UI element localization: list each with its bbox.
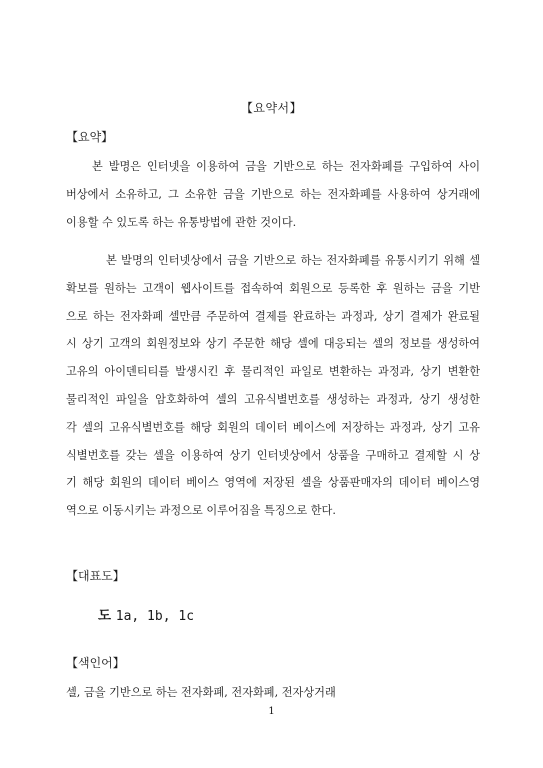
paragraph-line: 각 셀의 고유식별번호를 해당 회원의 데이터 베이스에 저장하는 과정과, 상기 고유 bbox=[66, 420, 480, 434]
paragraph-line: 기 해당 회원의 데이터 베이스 영역에 저장된 셀을 상품판매자의 데이터 베이스영 bbox=[66, 476, 480, 490]
paragraph-line: 역으로 이동시키는 과정으로 이루어짐을 특징으로 한다. bbox=[66, 504, 336, 518]
paragraph-line: 본 발명의 인터넷상에서 금을 기반으로 하는 전자화폐를 유통시키기 위해 셀 bbox=[106, 254, 480, 267]
paragraph-line: 본 발명은 인터넷을 이용하여 금을 기반으로 하는 전자화폐를 구입하여 사이 bbox=[92, 160, 480, 173]
index-terms-heading: 【색인어】 bbox=[66, 656, 125, 670]
paragraph-line: 물리적인 파일을 암호화하여 셀의 고유식별번호를 생성하는 과정과, 상기 생성한 bbox=[66, 392, 480, 406]
summary-heading: 【요약】 bbox=[66, 130, 114, 144]
summary-paragraph-1 bbox=[66, 153, 480, 236]
figure-numbers: 1a, 1b, 1c bbox=[115, 609, 195, 624]
paragraph-line: 식별번호를 갖는 셀을 이용하여 상기 인터넷상에서 상품을 구매하고 결제할 시 상 bbox=[66, 448, 480, 462]
paragraph-line: 고유의 아이덴티티를 발생시킨 후 물리적인 파일로 변환하는 과정과, 상기 변환한 bbox=[66, 365, 480, 379]
summary-paragraph-2 bbox=[66, 247, 480, 525]
paragraph-line: 이용할 수 있도록 하는 유통방법에 관한 것이다. bbox=[66, 215, 297, 229]
paragraph-line: 버상에서 소유하고, 그 소유한 금을 기반으로 하는 전자화폐를 사용하여 상거래에 bbox=[66, 187, 480, 201]
page-number: 1 bbox=[268, 706, 275, 717]
figure-prefix: 도 bbox=[98, 608, 112, 624]
index-terms: 셀, 금을 기반으로 하는 전자화폐, 전자화폐, 전자상거래 bbox=[66, 686, 336, 699]
representative-figure-heading: 【대표도】 bbox=[66, 569, 125, 583]
paragraph-line: 시 상기 고객의 회원정보와 상기 주문한 해당 셀에 대응되는 셀의 정보를 생성하여 bbox=[66, 337, 480, 351]
document-title: 【요약서】 bbox=[240, 101, 303, 115]
representative-figure-reference bbox=[98, 604, 194, 624]
paragraph-line: 으로 하는 전자화폐 셀만큼 주문하여 결제를 완료하는 과정과, 상기 결제가 완료될 bbox=[66, 309, 480, 323]
paragraph-line: 확보를 원하는 고객이 웹사이트를 접속하여 회원으로 등록한 후 원하는 금을 기반 bbox=[66, 281, 480, 295]
